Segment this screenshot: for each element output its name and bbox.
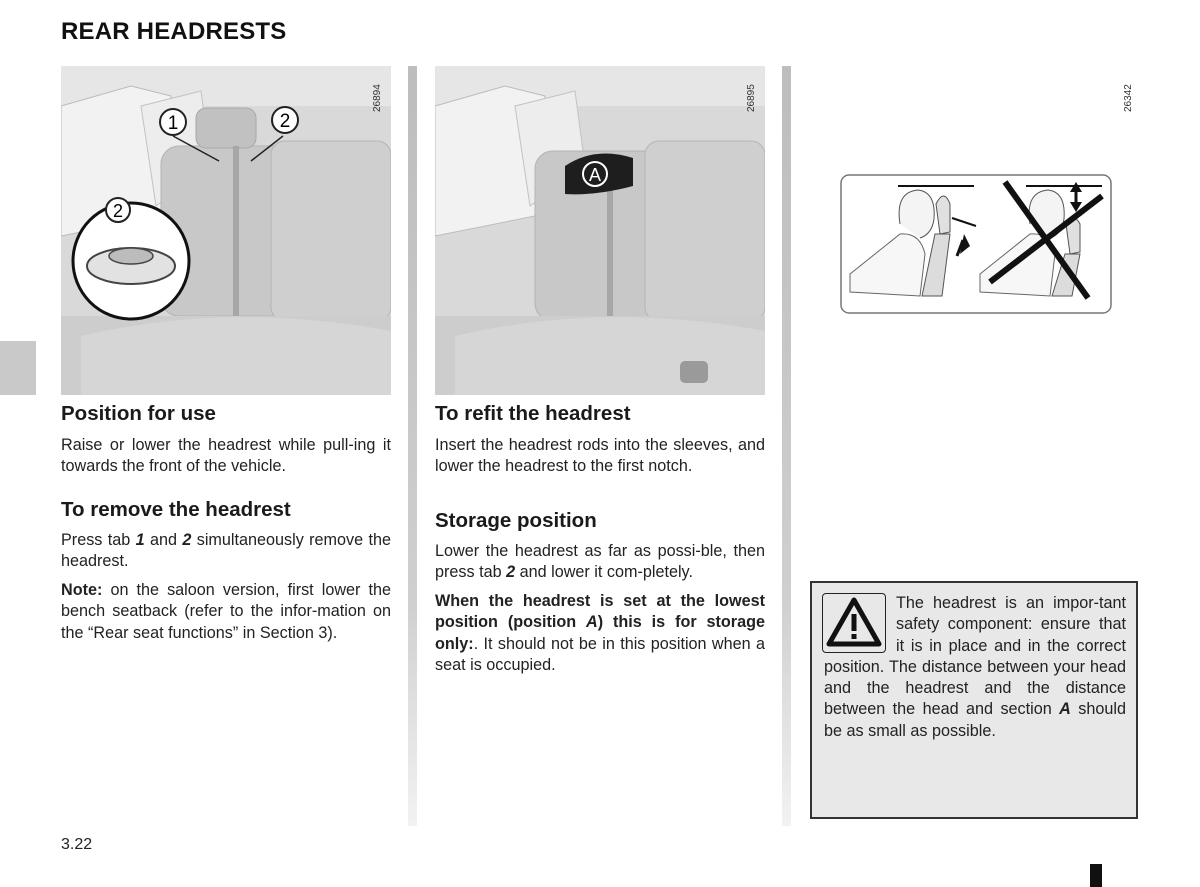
image-code-3: 26342 bbox=[1123, 84, 1134, 112]
warning-text-start: The headrest is an impor-tant safety component: ensure that it is in place and in the correct position. The distance between your head and the headrest and the distance between the head and section bbox=[824, 594, 1126, 719]
remove-text-start: Press tab bbox=[61, 530, 136, 549]
column-2 bbox=[435, 402, 765, 676]
warning-text-A: A bbox=[1059, 700, 1071, 719]
heading-refit-headrest: To refit the headrest bbox=[435, 402, 631, 425]
storage-bold-start: When the headrest is set at the lowest position (position bbox=[435, 592, 765, 632]
column-1 bbox=[61, 402, 391, 644]
callout-2-zoom-label: 2 bbox=[112, 201, 124, 221]
image-code-2: 26895 bbox=[746, 84, 757, 112]
section-tab-marker bbox=[0, 341, 36, 395]
heading-remove-headrest: To remove the headrest bbox=[61, 497, 291, 521]
callout-1-label: 1 bbox=[167, 113, 179, 134]
image-code-1: 26894 bbox=[372, 84, 383, 112]
storage-text-end: and lower it com-pletely. bbox=[515, 562, 693, 581]
note-label: Note: bbox=[61, 581, 103, 600]
warning-box bbox=[810, 581, 1138, 819]
remove-tab-2: 2 bbox=[182, 530, 192, 549]
text-note bbox=[61, 580, 391, 644]
storage-bold-end: ) this is for storage only: bbox=[435, 613, 766, 653]
page-title: REAR HEADRESTS bbox=[61, 18, 287, 45]
heading-storage-position: Storage position bbox=[435, 508, 597, 532]
photo-headrest-storage bbox=[435, 66, 765, 395]
corner-mark bbox=[1090, 864, 1102, 887]
warning-text bbox=[824, 593, 1126, 742]
text-remove-headrest bbox=[61, 530, 391, 573]
text-refit-headrest: Insert the headrest rods into the sleeves, and lower the headrest to the first notch. bbox=[435, 436, 765, 476]
column-separator-2 bbox=[782, 66, 791, 826]
storage-text-start: Lower the headrest as far as possi-ble, then press tab bbox=[435, 541, 765, 581]
note-text: on the saloon version, first lower the bench seatback (refer to the infor-mation on the “Rear seat functions” in Section 3). bbox=[61, 581, 391, 642]
storage-after: . It should not be in this position when a seat is occupied. bbox=[435, 634, 765, 675]
column-separator-1 bbox=[408, 66, 417, 826]
text-storage-warning bbox=[435, 591, 765, 676]
callout-2-label: 2 bbox=[279, 111, 291, 132]
photo-rear-seat-tabs bbox=[61, 66, 391, 395]
storage-tab: 2 bbox=[506, 562, 516, 581]
storage-bold-A: A bbox=[586, 613, 598, 632]
warning-text-end: should be as small as possible. bbox=[824, 700, 1127, 740]
text-position-for-use: Raise or lower the headrest while pull-ing it towards the front of the vehicle. bbox=[61, 436, 391, 476]
headrest-position-diagram bbox=[840, 174, 1112, 314]
page-number: 3.22 bbox=[61, 836, 93, 853]
remove-text-end: simultaneously remove the headrest. bbox=[61, 530, 391, 570]
text-storage-position bbox=[435, 541, 765, 584]
callout-A-label: A bbox=[588, 165, 602, 185]
remove-text-and: and bbox=[144, 530, 183, 549]
heading-position-for-use: Position for use bbox=[61, 402, 216, 425]
remove-tab-1: 1 bbox=[135, 530, 145, 549]
